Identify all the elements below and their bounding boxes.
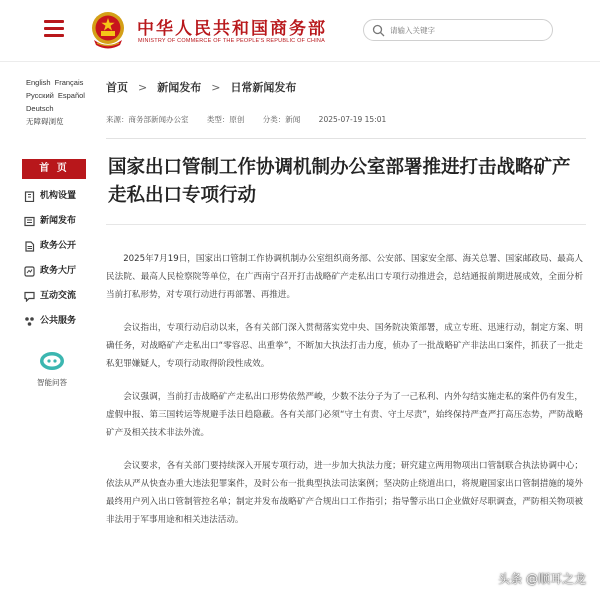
lang-french[interactable]: Français bbox=[54, 78, 84, 87]
breadcrumb-daily-news[interactable]: 日常新闻发布 bbox=[230, 81, 297, 94]
article-paragraph: 会议强调，当前打击战略矿产走私出口形势依然严峻，少数不法分子为了一己私利、内外勾结实施走私的案件仍有发生，虚假申报、第三国转运等规避手法日趋隐蔽。各有关部门必须“守土有责、守土尽责”，始终保持严查严打高压态势，严防战略矿产及相关技术非法外流。 bbox=[106, 392, 583, 438]
sidebar-item-hall[interactable] bbox=[22, 259, 88, 284]
article-paragraph: 会议要求，各有关部门要持续深入开展专项行动，进一步加大执法力度；研究建立两用物项出口管制联合执法协调中心；依法从严从快查办重大违法犯罪案件，及时公布一批典型执法司法案例；坚决防止绕道出口，将规避国家出口管制措施的境外最终用户列入出口管制管控名单；制定并发布战略矿产合规出口工作指引；指导警示出口企业做好尽职调查，严防相关物项被非法用于军事用途和相关违法活动。 bbox=[106, 461, 583, 525]
site-header bbox=[0, 0, 600, 62]
building-icon bbox=[24, 191, 35, 202]
site-subtitle: MINISTRY OF COMMERCE OF THE PEOPLE'S REPUBLIC OF CHINA bbox=[138, 38, 325, 44]
sidebar-item-label: 公共服务 bbox=[40, 316, 77, 326]
breadcrumb bbox=[106, 79, 296, 95]
news-icon bbox=[24, 216, 35, 227]
document-icon bbox=[24, 241, 35, 252]
lang-english[interactable]: English bbox=[26, 78, 51, 87]
sidebar-nav bbox=[22, 184, 88, 334]
sidebar-item-label: 政务大厅 bbox=[40, 266, 77, 276]
meta-date: 2025-07-19 15:01 bbox=[318, 115, 387, 124]
divider bbox=[106, 224, 586, 225]
article-meta bbox=[106, 114, 402, 125]
meta-category: 分类：新闻 bbox=[262, 115, 301, 124]
sidebar-item-label: 互动交流 bbox=[40, 291, 77, 301]
sidebar-item-public-service[interactable] bbox=[22, 309, 88, 334]
sidebar-item-label: 机构设置 bbox=[40, 191, 77, 201]
lang-german[interactable]: Deutsch bbox=[26, 104, 54, 113]
language-links bbox=[26, 76, 89, 128]
search-box[interactable] bbox=[363, 19, 553, 41]
national-emblem-logo[interactable] bbox=[89, 10, 127, 50]
watermark: 头条 @顺耳之龙 bbox=[498, 572, 586, 586]
robot-icon bbox=[39, 350, 65, 372]
site-title[interactable]: 中华人民共和国商务部 bbox=[137, 19, 327, 39]
article-paragraph: 2025年7月19日，国家出口管制工作协调机制办公室组织商务部、公安部、国家安全部、海关总署、国家邮政局、最高人民法院、最高人民检察院等单位，在广西南宁召开打击战略矿产走私出口专项行动推进会，总结通报前期进展成效，全面分析当前打私形势，对专项行动进行再部署、再推进。 bbox=[106, 254, 583, 300]
sidebar bbox=[0, 62, 93, 593]
article-paragraph: 会议指出，专项行动启动以来，各有关部门深入贯彻落实党中央、国务院决策部署，成立专班、迅速行动，制定方案、明确任务，对战略矿产走私出口“零容忍、出重拳”，不断加大执法打击力度，侦办了一批战略矿产非法出口案件，抓获了一批走私犯罪嫌疑人，专项行动取得阶段性成效。 bbox=[106, 323, 583, 369]
smart-assistant-label: 智能问答 bbox=[37, 378, 67, 387]
sidebar-item-news[interactable] bbox=[22, 209, 88, 234]
breadcrumb-news[interactable]: 新闻发布 bbox=[157, 81, 202, 94]
sidebar-item-organization[interactable] bbox=[22, 184, 88, 209]
meta-source: 来源：商务部新闻办公室 bbox=[106, 115, 189, 124]
smart-assistant-button[interactable] bbox=[28, 350, 76, 388]
accessibility-link[interactable]: 无障碍浏览 bbox=[26, 117, 64, 126]
chat-icon bbox=[24, 291, 35, 302]
lang-spanish[interactable]: Español bbox=[57, 91, 85, 100]
divider bbox=[106, 138, 586, 139]
service-icon bbox=[24, 316, 35, 327]
search-icon[interactable] bbox=[372, 24, 385, 37]
sidebar-item-disclosure[interactable] bbox=[22, 234, 88, 259]
sidebar-item-label: 政务公开 bbox=[40, 241, 77, 251]
lang-russian[interactable]: Русский bbox=[26, 91, 54, 100]
article-body bbox=[106, 250, 583, 544]
sidebar-item-interaction[interactable] bbox=[22, 284, 88, 309]
breadcrumb-home[interactable]: 首页 bbox=[106, 81, 128, 94]
home-nav-button[interactable]: 首 页 bbox=[22, 159, 86, 179]
menu-icon[interactable] bbox=[44, 20, 64, 38]
hall-icon bbox=[24, 266, 35, 277]
sidebar-item-label: 新闻发布 bbox=[40, 216, 77, 226]
search-input[interactable] bbox=[390, 22, 545, 38]
meta-type: 类型：原创 bbox=[206, 115, 245, 124]
chevron-right-icon: > bbox=[138, 81, 148, 94]
main-content bbox=[93, 62, 600, 593]
article-title: 国家出口管制工作协调机制办公室部署推进打击战略矿产走私出口专项行动 bbox=[108, 157, 571, 206]
chevron-right-icon: > bbox=[211, 81, 221, 94]
